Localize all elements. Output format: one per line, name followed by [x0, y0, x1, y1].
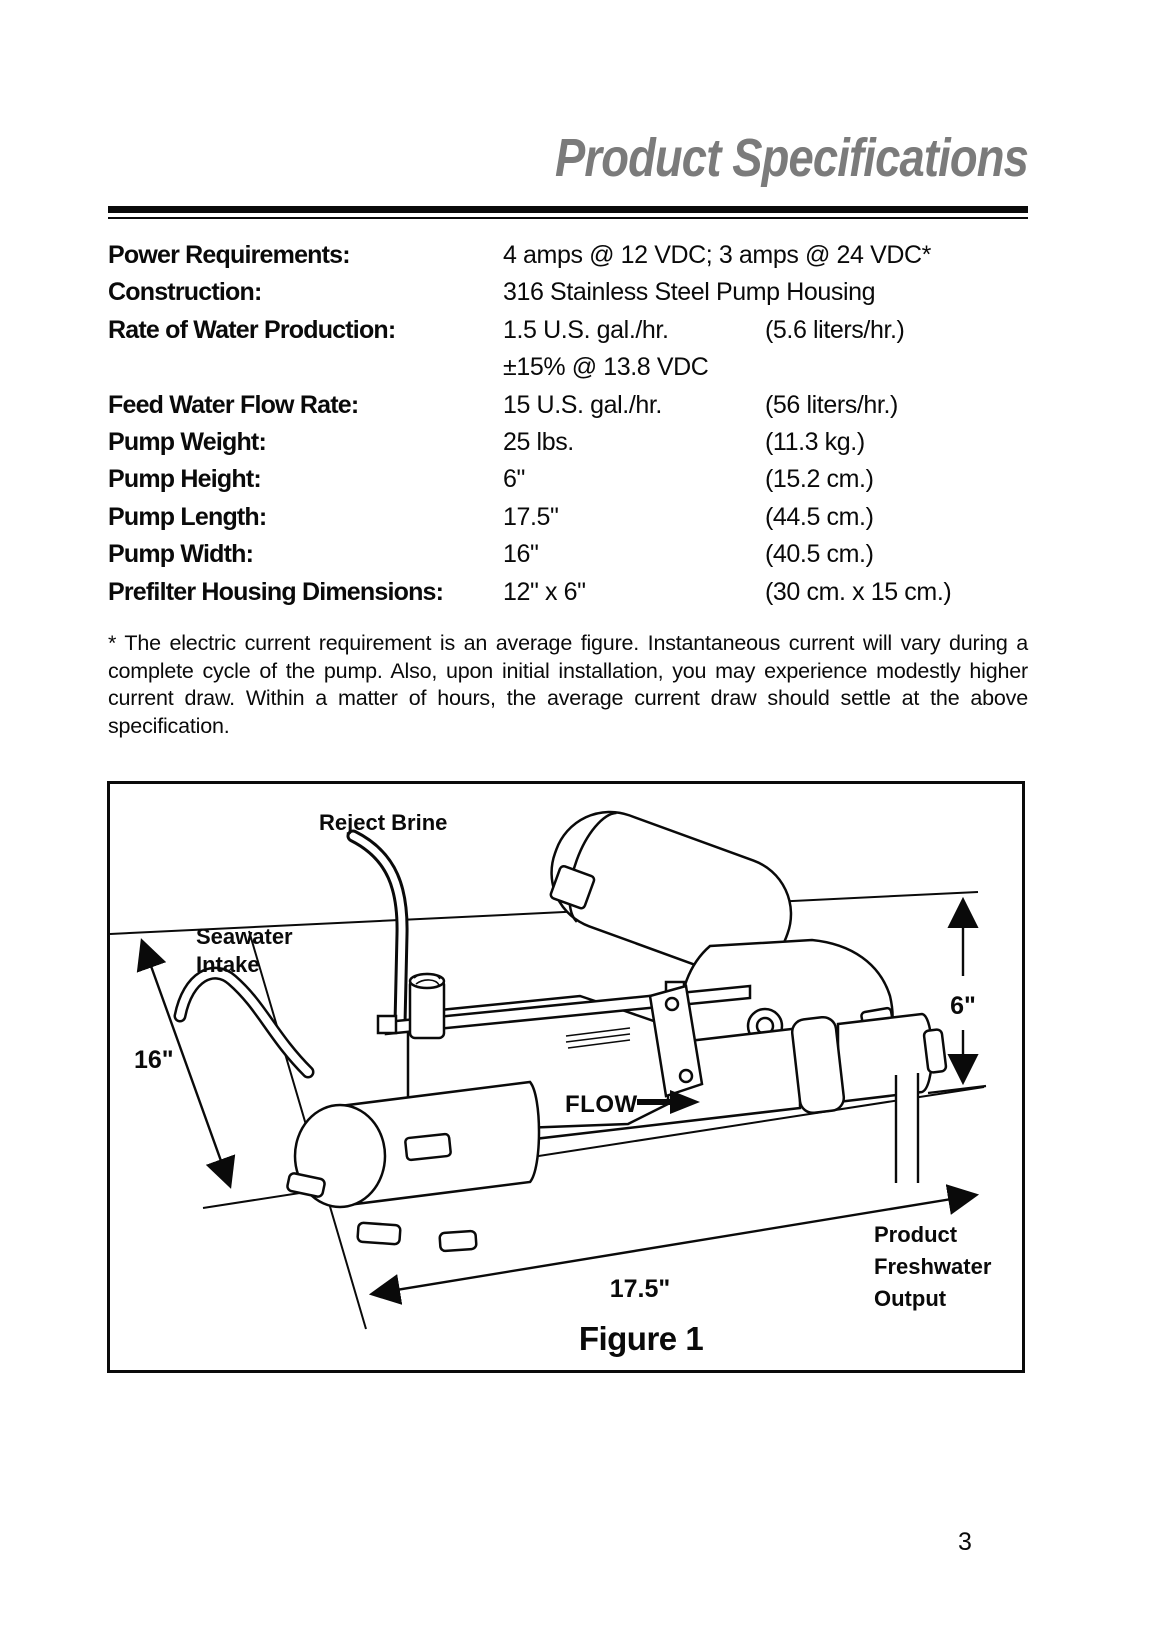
seawater-intake-label-line1: Seawater: [196, 924, 293, 949]
figure-1-box: [107, 781, 1025, 1373]
spec-value: 15 U.S. gal./hr.: [503, 390, 662, 419]
spec-value: 25 lbs.: [503, 427, 574, 456]
spec-metric: (5.6 liters/hr.): [765, 315, 905, 344]
dim-6-label: 6": [950, 992, 976, 1020]
spec-label: [108, 349, 503, 386]
title-rule-thick: [108, 206, 1028, 213]
page-number: 3: [958, 1528, 972, 1556]
product-output-label-line1: Product: [874, 1222, 958, 1247]
spec-metric: (40.5 cm.): [765, 540, 874, 569]
spec-value: ±15% @ 13.8 VDC: [503, 353, 709, 382]
spec-label: Prefilter Housing Dimensions:: [108, 577, 444, 606]
footnote: * The electric current requirement is an average figure. Instantaneous current will vary during a complete cycle of the pump. Also, upon initial installation, you may experience modestly higher current draw. Within a matter of hours, the average current draw should settle at the above specification.: [108, 631, 1028, 738]
spec-label: Power Requirements:: [108, 241, 350, 269]
dim-17-5-label: 17.5": [609, 1275, 671, 1303]
spec-metric: (11.3 kg.): [765, 427, 865, 456]
seawater-intake-label-line2: Intake: [196, 952, 260, 977]
dim-16-label: 16": [134, 1046, 174, 1074]
spec-value: 12" x 6": [503, 577, 586, 606]
reject-brine-hose: [353, 836, 402, 1024]
seawater-hose: [180, 973, 308, 1072]
spec-value: 16": [503, 540, 539, 569]
spec-value: 4 amps @ 12 VDC; 3 amps @ 24 VDC*: [503, 241, 931, 269]
pump-line-drawing: [110, 784, 1022, 1370]
figure-caption: Figure 1: [578, 1320, 704, 1357]
spec-label: Pump Weight:: [108, 427, 266, 456]
spec-metric: (30 cm. x 15 cm.): [765, 577, 952, 606]
spec-label: Pump Height:: [108, 465, 261, 494]
spec-metric: [765, 349, 1028, 386]
spec-value: 1.5 U.S. gal./hr.: [503, 315, 669, 344]
spec-metric: (15.2 cm.): [765, 465, 874, 494]
spec-value: 6": [503, 465, 525, 494]
spec-label: Pump Width:: [108, 540, 254, 569]
spec-label: Construction:: [108, 278, 262, 307]
spec-value: 17.5": [503, 502, 559, 531]
prefilter-housing: [287, 1082, 539, 1251]
page-title: Product Specifications: [554, 128, 1028, 188]
product-output-tube: [896, 1073, 918, 1183]
spec-metric: (56 liters/hr.): [765, 390, 898, 419]
product-output-label-line3: Output: [874, 1286, 947, 1311]
spec-label: Feed Water Flow Rate:: [108, 390, 359, 419]
product-output-label-line2: Freshwater: [874, 1254, 992, 1279]
spec-value: 316 Stainless Steel Pump Housing: [503, 278, 876, 307]
spec-label: Rate of Water Production:: [108, 315, 396, 344]
title-rule-thin: [108, 217, 1028, 219]
spec-table: [108, 237, 1028, 611]
spec-metric: (44.5 cm.): [765, 502, 874, 531]
flow-label: FLOW: [565, 1091, 638, 1118]
spec-label: Pump Length:: [108, 502, 267, 531]
reject-brine-label: Reject Brine: [319, 810, 448, 835]
